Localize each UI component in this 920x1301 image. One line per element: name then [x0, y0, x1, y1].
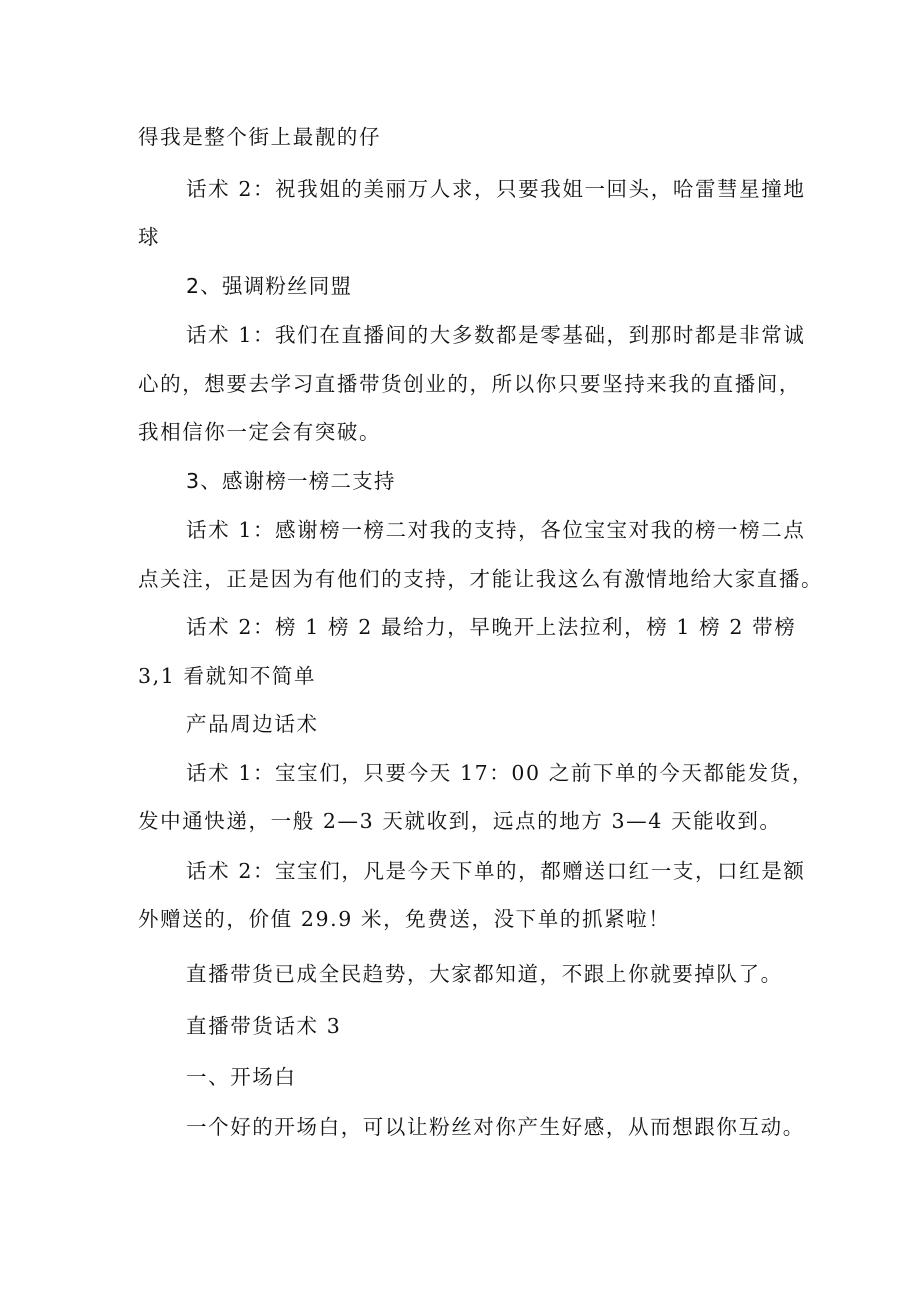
text-line: 得我是整个街上最靓的仔 — [138, 125, 382, 149]
text-line: 直播带货已成全民趋势，大家都知道，不跟上你就要掉队了。 — [186, 962, 783, 986]
section-heading: 3、感谢榜一榜二支持 — [186, 469, 396, 493]
text-line: 外赠送的，价值 29.9 米，免费送，没下单的抓紧啦！ — [138, 907, 671, 931]
text-line: 话术 1：感谢榜一榜二对我的支持，各位宝宝对我的榜一榜二点 — [186, 518, 806, 542]
text-line: 话术 1：我们在直播间的大多数都是零基础，到那时都是非常诚 — [186, 323, 806, 347]
text-line: 话术 2：宝宝们，凡是今天下单的，都赠送口红一支，口红是额 — [186, 859, 806, 883]
text-line: 心的，想要去学习直播带货创业的，所以你只要坚持来我的直播间， — [138, 372, 801, 396]
text-line: 3,1 看就知不简单 — [138, 664, 317, 688]
section-heading: 2、强调粉丝同盟 — [186, 274, 353, 298]
section-heading: 产品周边话术 — [186, 712, 319, 736]
text-line: 一个好的开场白，可以让粉丝对你产生好感，从而想跟你互动。 — [186, 1115, 805, 1139]
text-line: 发中通快递，一般 2—3 天就收到，远点的地方 3—4 天能收到。 — [138, 809, 782, 833]
text-line: 球 — [138, 225, 161, 249]
text-line: 我相信你一定会有突破。 — [138, 420, 382, 444]
text-line: 话术 2：榜 1 榜 2 最给力，早晚开上法拉利，榜 1 榜 2 带榜 — [186, 615, 797, 639]
section-heading: 直播带货话术 3 — [186, 1014, 342, 1038]
section-heading: 一、开场白 — [186, 1065, 297, 1089]
text-line: 话术 2：祝我姐的美丽万人求，只要我姐一回头，哈雷彗星撞地 — [186, 177, 806, 201]
text-line: 点关注，正是因为有他们的支持，才能让我这么有激情地给大家直播。 — [138, 567, 824, 591]
text-line: 话术 1：宝宝们，只要今天 17：00 之前下单的今天都能发货， — [186, 761, 814, 785]
